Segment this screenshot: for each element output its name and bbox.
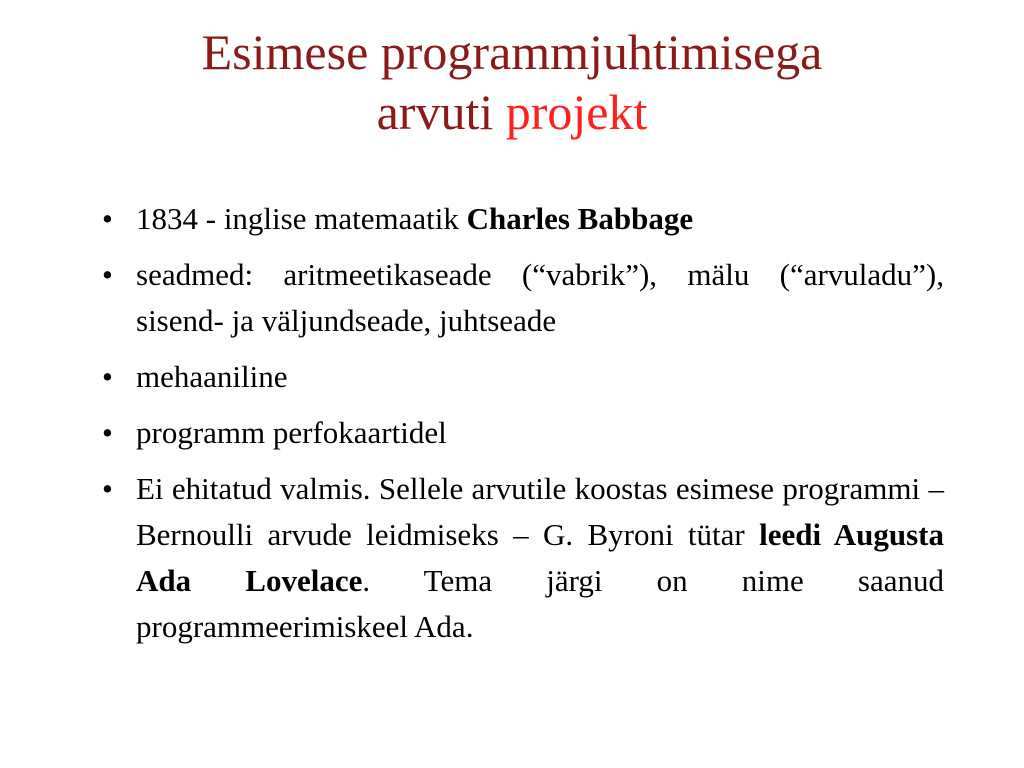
bullet-text: mehaaniline xyxy=(136,359,288,394)
bullet-item-mechanical xyxy=(102,354,944,400)
bullet-marker: • xyxy=(102,471,113,506)
bullet-text-after: . Tema järgi on nime saanud programmeerimiskeel Ada. xyxy=(136,563,944,644)
bullet-bold-text: Charles Babbage xyxy=(466,201,694,236)
bullet-marker: • xyxy=(102,359,113,394)
title-line-2-accent: projekt xyxy=(505,84,648,140)
bullet-text: Ei ehitatud valmis. Sellele arvutile koostas esimese programmi – Bernoulli arvude leidmiseks – G. Byroni tütar xyxy=(136,471,944,552)
bullet-text: programm perfokaartidel xyxy=(136,415,447,450)
title-line-2-main: arvuti xyxy=(376,84,494,140)
bullet-marker: • xyxy=(102,257,113,292)
title-line-1: Esimese programmjuhtimisega xyxy=(201,24,823,80)
bullet-text: seadmed: aritmeetikaseade (“vabrik”), mälu (“arvuladu”), sisend- ja väljundseade, juhtseade xyxy=(136,257,944,338)
title-line-2 xyxy=(60,82,964,142)
bullet-item-babbage xyxy=(102,196,944,242)
bullet-bold-text: leedi Augusta Ada Lovelace xyxy=(136,517,944,598)
bullet-item-punchcards xyxy=(102,410,944,456)
bullet-text: 1834 - inglise matemaatik xyxy=(136,201,467,236)
bullet-list xyxy=(102,196,944,660)
slide-title xyxy=(60,22,964,142)
bullet-item-lovelace xyxy=(102,466,944,650)
bullet-marker: • xyxy=(102,201,113,236)
bullet-marker: • xyxy=(102,415,113,450)
bullet-item-devices xyxy=(102,252,944,344)
